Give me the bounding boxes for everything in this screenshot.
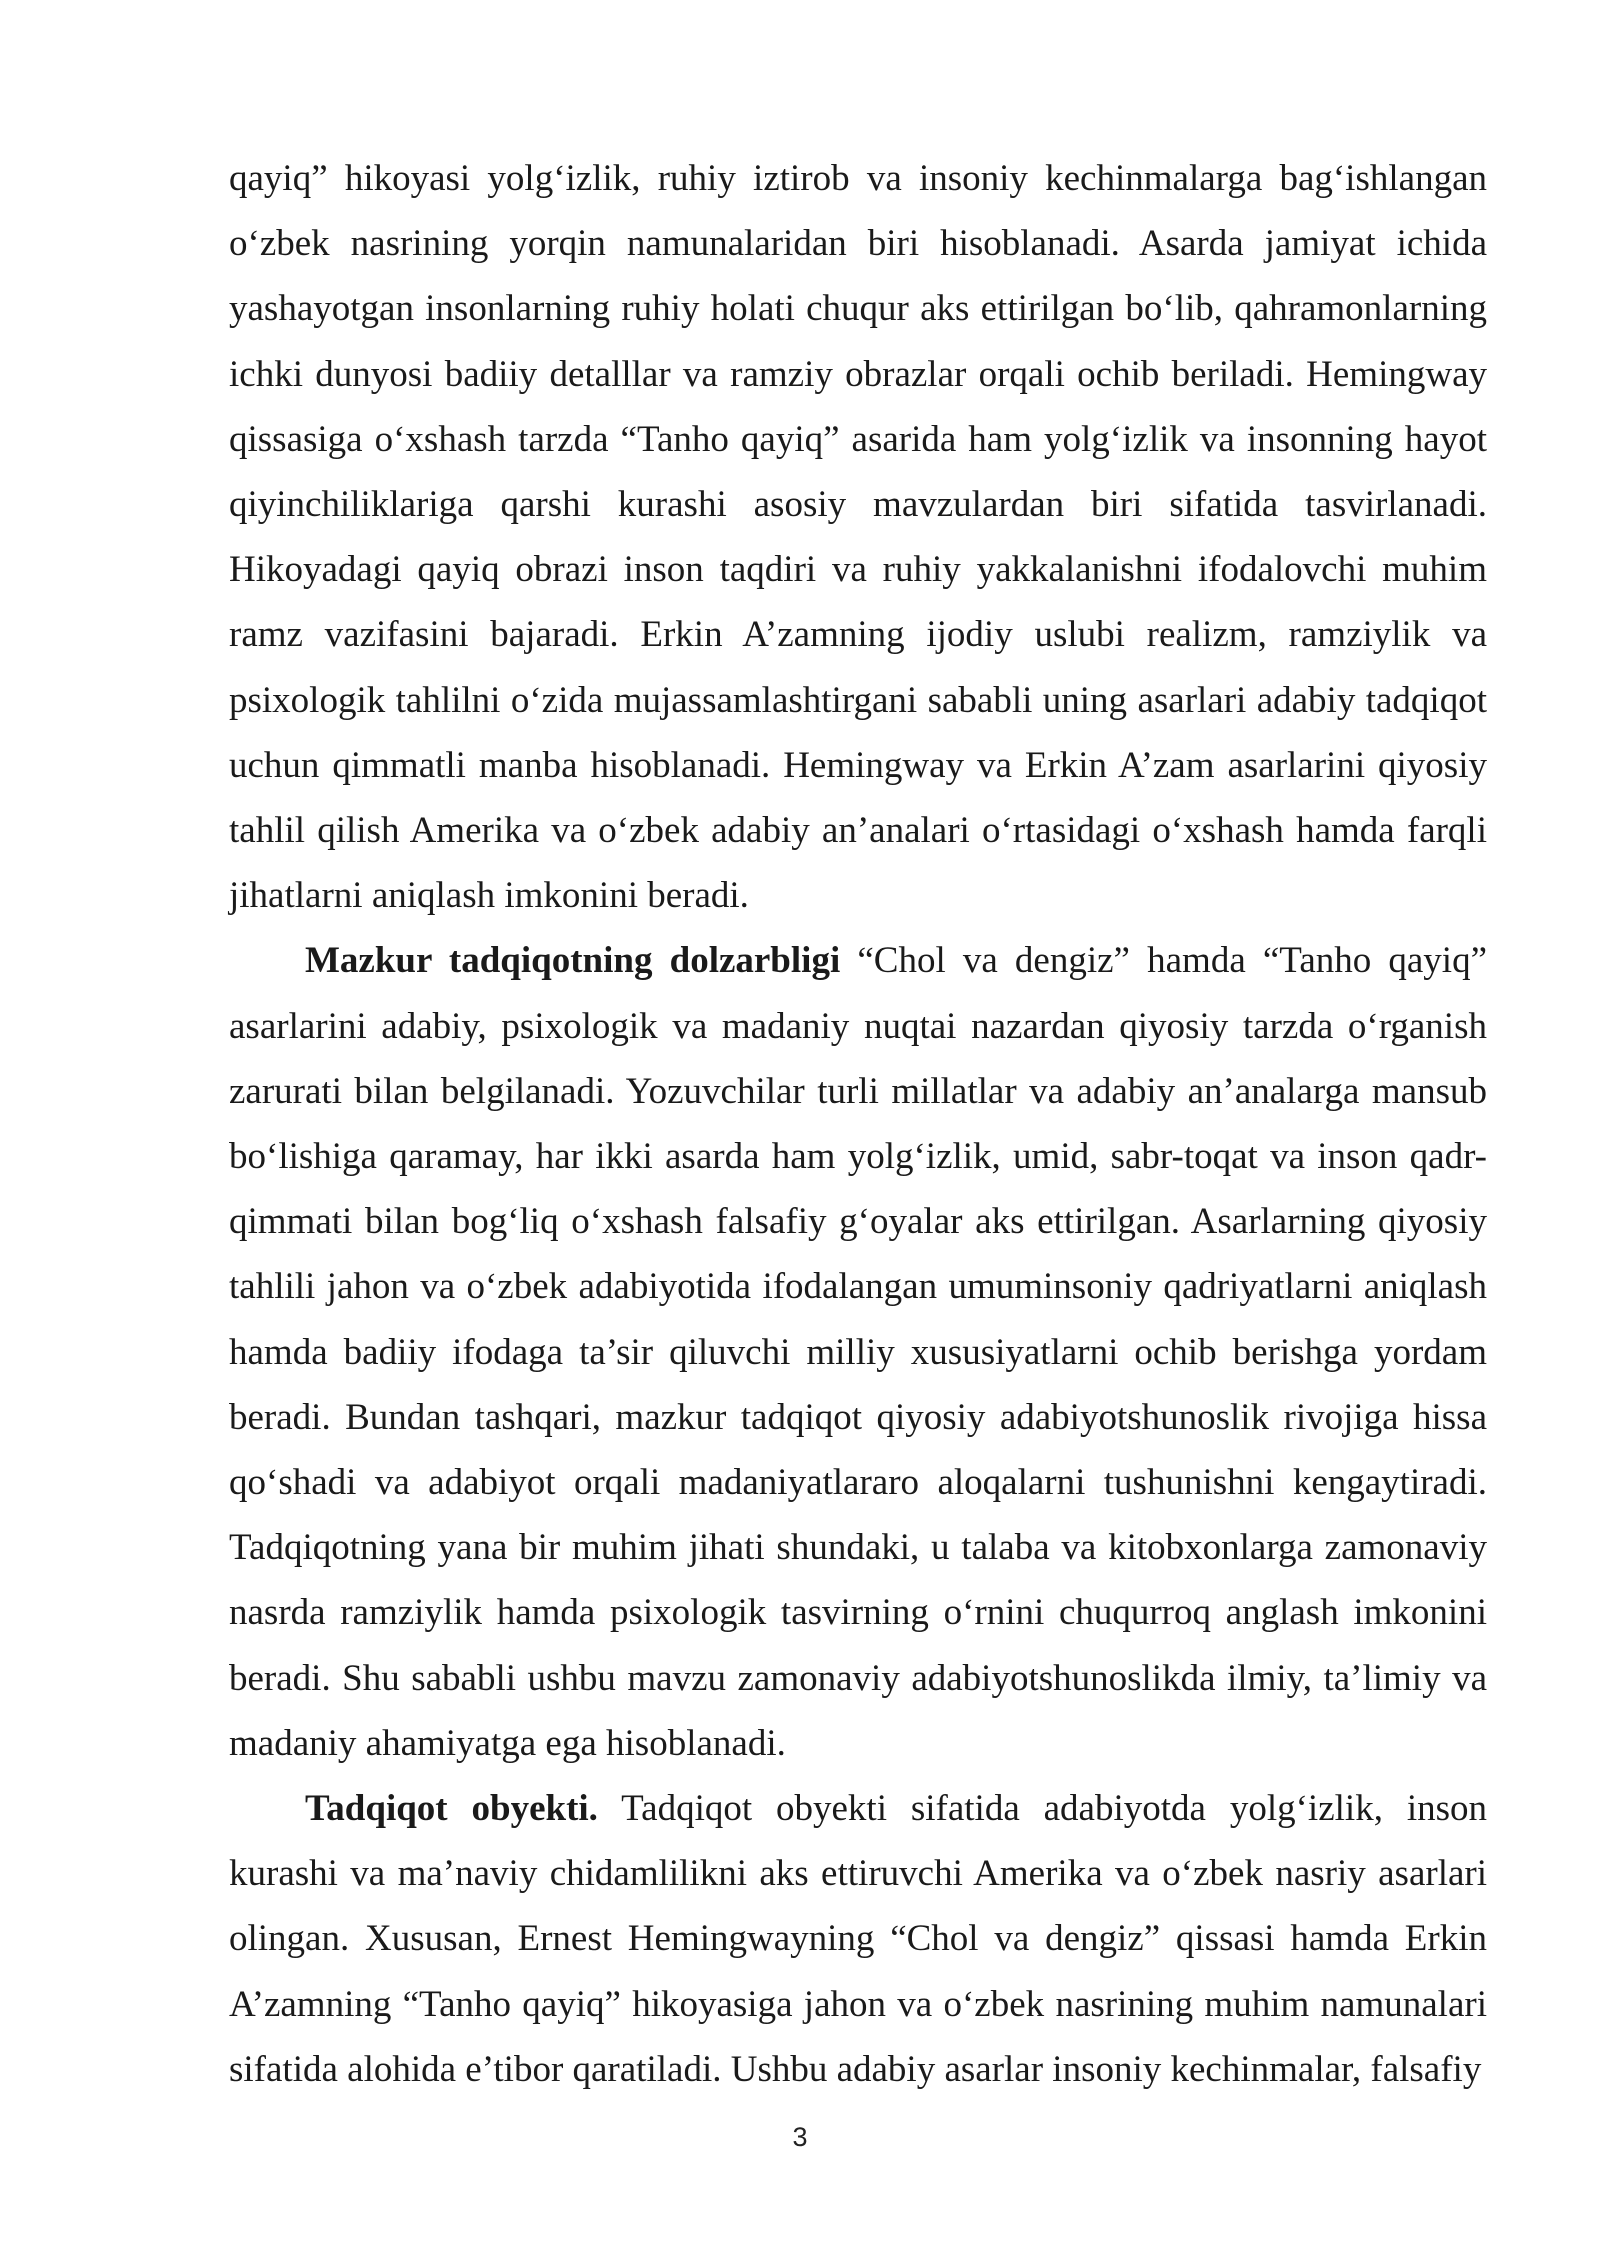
paragraph-qayiq-continuation: [229, 146, 1487, 928]
paragraph-relevance: [229, 928, 1487, 1776]
section-heading-research-object: Tadqiqot obyekti.: [305, 1788, 598, 1830]
page-body: [229, 146, 1487, 2102]
paragraph-text: “Chol va dengiz” hamda “Tanho qayiq” asarlarini adabiy, psixologik va madaniy nuqtai nazardan qiyosiy tarzda o‘rganish zarurati bilan belgilanadi. Yozuvchilar turli millatlar va adabiy an’analarga mansub bo‘lishiga qaramay, har ikki asarda ham yolg‘izlik, umid, sabr-toqat va inson qadr-qimmati bilan bog‘liq o‘xshash falsafiy g‘oyalar aks ettirilgan. Asarlarning qiyosiy tahlili jahon va o‘zbek adabiyotida ifodalangan umuminsoniy qadriyatlarni aniqlash hamda badiiy ifodaga ta’sir qiluvchi milliy xususiyatlarni ochib berishga yordam beradi. Bundan tashqari, mazkur tadqiqot qiyosiy adabiyotshunoslik rivojiga hissa qo‘shadi va adabiyot orqali madaniyatlararo aloqalarni tushunishni kengaytiradi. Tadqiqotning yana bir muhim jihati shundaki, u talaba va kitobxonlarga zamonaviy nasrda ramziylik hamda psixologik tasvirning o‘rnini chuqurroq anglash imkonini beradi. Shu sababli ushbu mavzu zamonaviy adabiyotshunoslikda ilmiy, ta’limiy va madaniy ahamiyatga ega hisoblanadi.: [229, 940, 1487, 1764]
paragraph-research-object: [229, 1776, 1487, 2102]
section-heading-relevance: Mazkur tadqiqotning dolzarbligi: [305, 940, 841, 982]
paragraph-text: qayiq” hikoyasi yolg‘izlik, ruhiy iztirob va insoniy kechinmalarga bag‘ishlangan o‘zbek nasrining yorqin namunalaridan biri hisoblanadi. Asarda jamiyat ichida yashayotgan insonlarning ruhiy holati chuqur aks ettirilgan bo‘lib, qahramonlarning ichki dunyosi badiiy detalllar va ramziy obrazlar orqali ochib beriladi. Hemingway qissasiga o‘xshash tarzda “Tanho qayiq” asarida ham yolg‘izlik va insonning hayot qiyinchiliklariga qarshi kurashi asosiy mavzulardan biri sifatida tasvirlanadi. Hikoyadagi qayiq obrazi inson taqdiri va ruhiy yakkalanishni ifodalovchi muhim ramz vazifasini bajaradi. Erkin A’zamning ijodiy uslubi realizm, ramziylik va psixologik tahlilni o‘zida mujassamlashtirgani sababli uning asarlari adabiy tadqiqot uchun qimmatli manba hisoblanadi. Hemingway va Erkin A’zam asarlarini qiyosiy tahlil qilish Amerika va o‘zbek adabiy an’analari o‘rtasidagi o‘xshash hamda farqli jihatlarni aniqlash imkonini beradi.: [229, 158, 1487, 917]
page-number: 3: [792, 2122, 808, 2152]
paragraph-text: Tadqiqot obyekti sifatida adabiyotda yolg‘izlik, inson kurashi va ma’naviy chidamlilikni aks ettiruvchi Amerika va o‘zbek nasriy asarlari olingan. Xususan, Ernest Hemingwayning “Chol va dengiz” qissasi hamda Erkin A’zamning “Tanho qayiq” hikoyasiga jahon va o‘zbek nasrining muhim namunalari sifatida alohida e’tibor qaratiladi. Ushbu adabiy asarlar insoniy kechinmalar, falsafiy: [229, 1788, 1487, 2090]
